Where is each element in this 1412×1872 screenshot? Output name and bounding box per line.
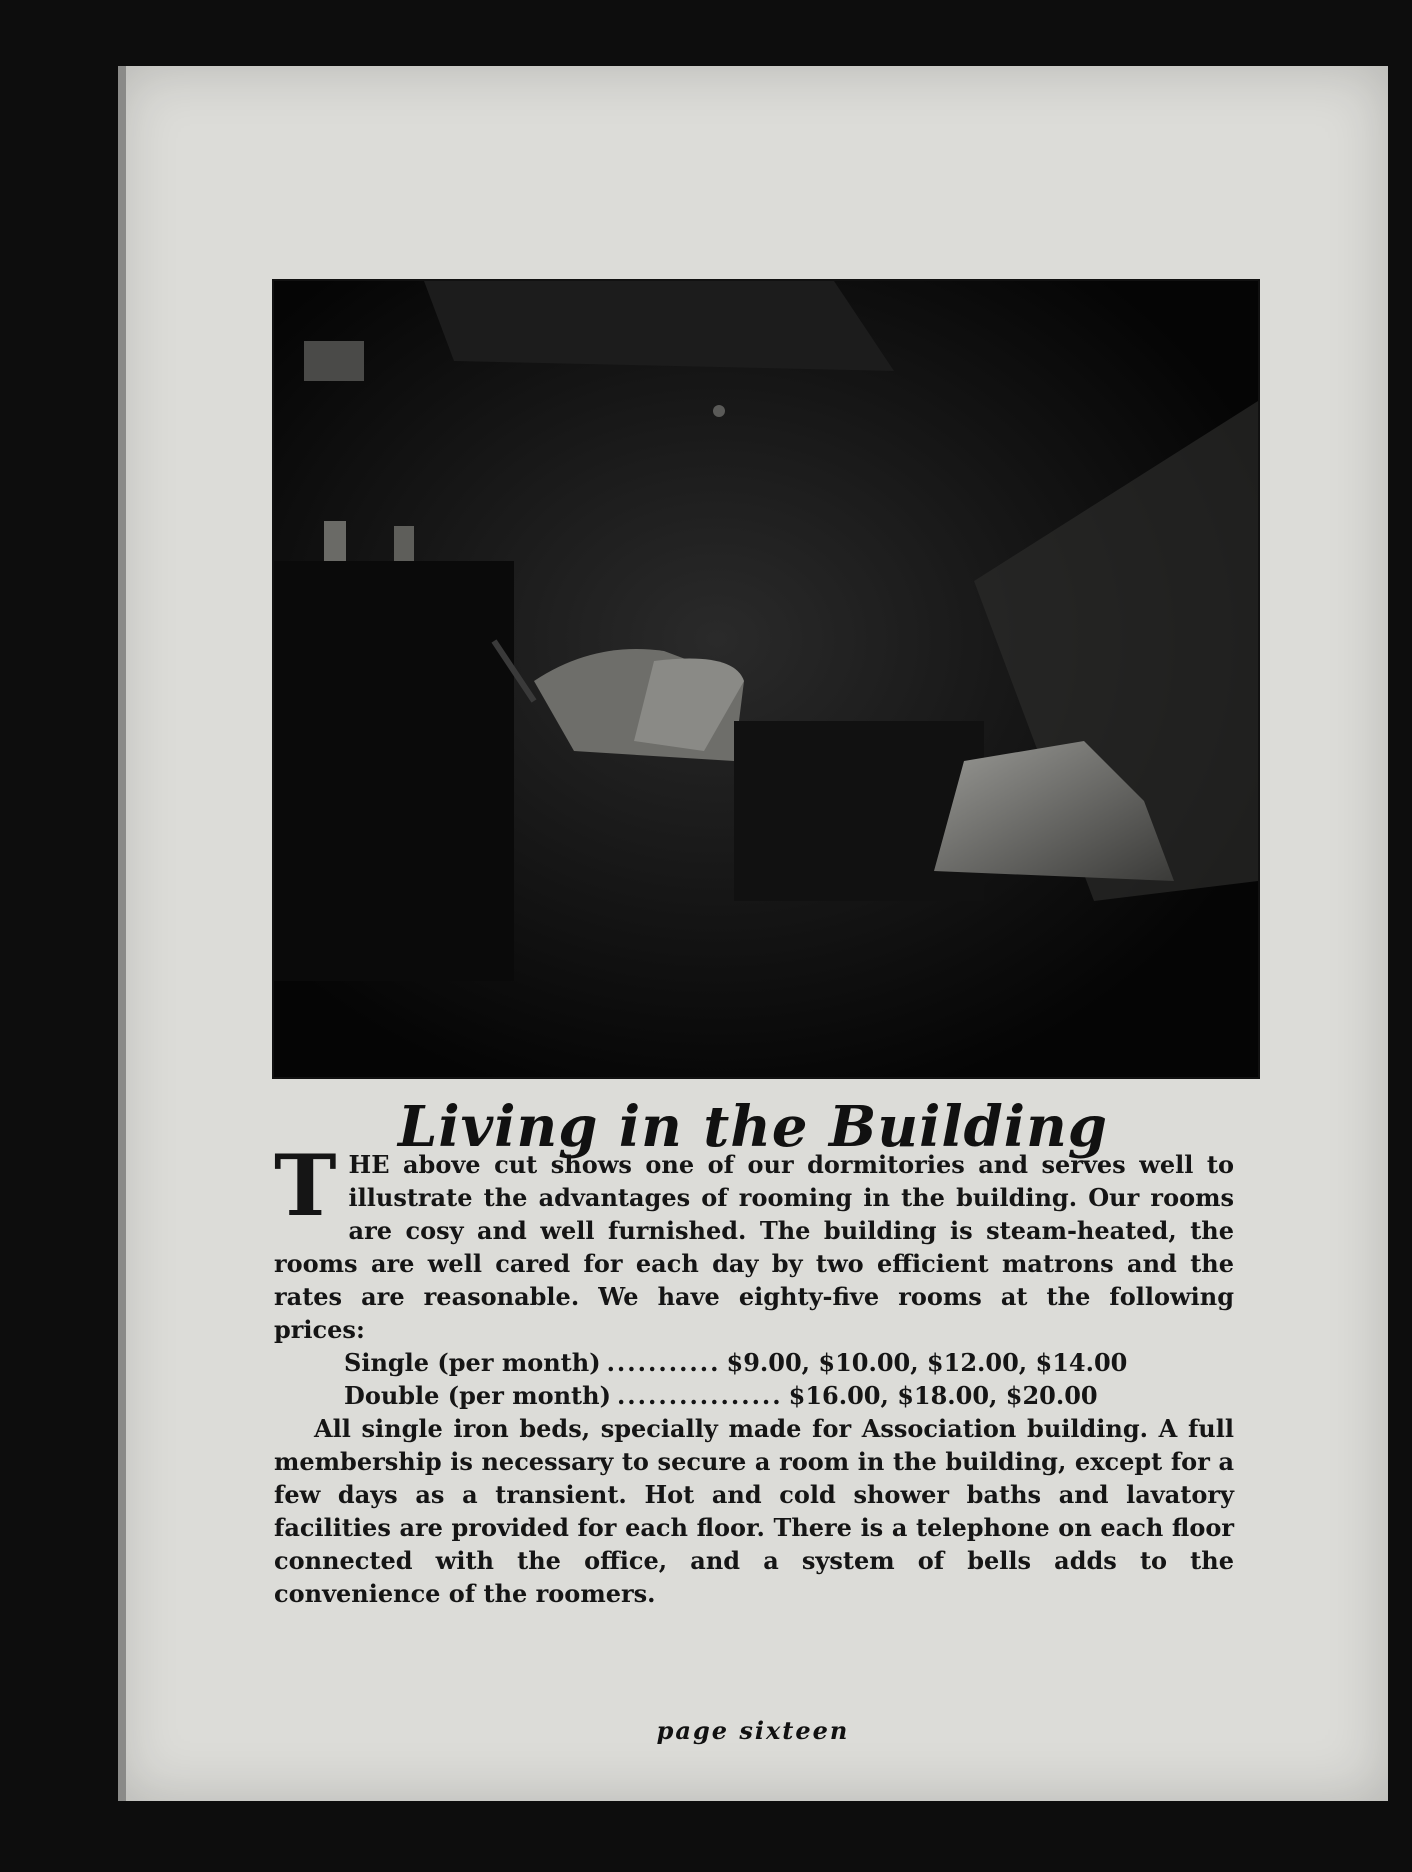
document-page xyxy=(118,66,1388,1801)
dormitory-photo-image xyxy=(274,281,1258,1077)
drop-cap: T xyxy=(274,1136,337,1235)
article-body xyxy=(274,1136,1234,1610)
intro-text: HE above cut shows one of our dormitories and serves well to illustrate the advantages of rooming in the building. Our rooms are cosy and well furnished. The building is steam-heated, the rooms are well cared for each day by two efficient matrons and the rates are reasonable. We have eighty-five rooms at the following prices: xyxy=(274,1150,1234,1344)
price-leader: ........... xyxy=(606,1348,721,1377)
closing-paragraph: All single iron beds, specially made for Association building. A full membership is necessary to secure a room in the building, except for a few days as a transient. Hot and cold shower baths and lavatory facilities are provided for each floor. There is a telephone on each floor connected with the office, and a system of bells adds to the convenience of the roomers. xyxy=(274,1414,1234,1608)
dormitory-photo xyxy=(272,279,1260,1079)
price-row-single xyxy=(344,1346,1234,1379)
page-number-label: page sixteen xyxy=(656,1716,850,1745)
price-label: Single (per month) xyxy=(344,1348,601,1377)
price-values: $9.00, $10.00, $12.00, $14.00 xyxy=(726,1348,1128,1377)
price-values: $16.00, $18.00, $20.00 xyxy=(788,1381,1098,1410)
price-label: Double (per month) xyxy=(344,1381,611,1410)
price-row-double xyxy=(344,1379,1234,1412)
price-list xyxy=(274,1346,1234,1412)
intro-paragraph xyxy=(274,1136,1234,1346)
page-title: Living in the Building xyxy=(398,1094,1108,1160)
price-leader: ................ xyxy=(616,1381,783,1410)
